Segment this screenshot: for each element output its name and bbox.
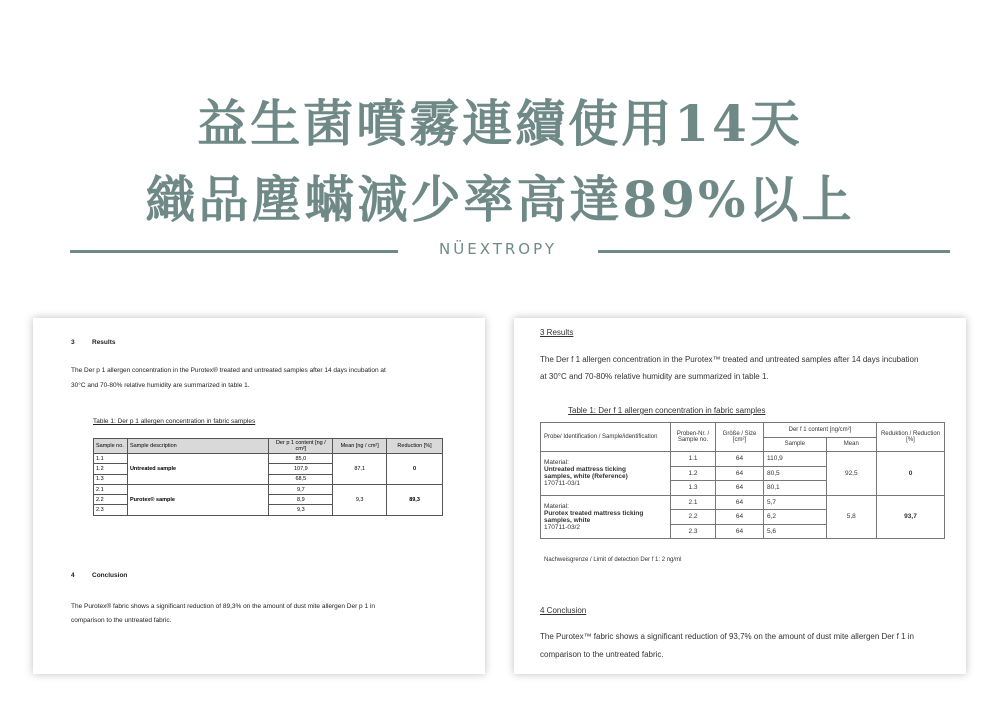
- cell-size: 64: [716, 452, 764, 467]
- table-caption: Table 1: Der f 1 allergen concentration in fabric samples: [568, 406, 766, 415]
- cell-reduction: 93,7: [877, 495, 945, 539]
- headline-line-1: 益生菌噴霧連續使用14天: [197, 94, 803, 153]
- cell-size: 64: [716, 466, 764, 481]
- cell-mean: 9,3: [333, 484, 387, 515]
- cell-sample-no: 1.2: [671, 466, 716, 481]
- cell-size: 64: [716, 510, 764, 525]
- subheader-sample: Sample: [764, 437, 827, 452]
- results-intro-line-1: The Der p 1 allergen concentration in the Purotex® treated and untreated samples after 14 days incubation at: [71, 367, 386, 374]
- results-number: 3: [71, 339, 75, 346]
- results-heading: 3 Results: [540, 328, 574, 337]
- cell-reduction: 89,3: [387, 484, 443, 515]
- desc-line: 170711-03/2: [544, 523, 581, 531]
- cell-content: 80,5: [764, 466, 827, 481]
- cell-size: 64: [716, 524, 764, 539]
- conclusion-line-2: comparison to the untreated fabric.: [540, 650, 664, 659]
- results-intro-line-1: The Der f 1 allergen concentration in the Purotex™ treated and untreated samples after 14 days incubation: [540, 355, 919, 364]
- desc-line: Material:: [544, 459, 569, 467]
- cell-sample-no: 2.2: [671, 510, 716, 525]
- cell-mean: 92,5: [826, 452, 876, 496]
- allergen-table: [540, 422, 945, 539]
- cell-identification: [541, 452, 671, 496]
- cell-sample-no: 1.1: [94, 454, 128, 464]
- test-report-page-right: [514, 318, 966, 674]
- cell-content: 68,5: [269, 474, 333, 484]
- header-content: Der f 1 content [ng/cm²]: [764, 423, 877, 438]
- headline-line-2: 織品塵蟎減少率高達89%以上: [145, 170, 855, 229]
- results-intro-line-2: 30°C and 70-80% relative humidity are summarized in table 1.: [71, 382, 250, 389]
- cell-sample-no: 1.2: [94, 464, 128, 474]
- header-mean: Mean [ng / cm²]: [333, 439, 387, 454]
- conclusion-line-1: The Purotex™ fabric shows a significant reduction of 93,7% on the amount of dust mite allergen Der f 1 in: [540, 632, 914, 641]
- cell-content: 8,9: [269, 495, 333, 505]
- conclusion-number: 4: [71, 572, 75, 579]
- desc-line: 170711-03/1: [544, 480, 581, 488]
- subheader-mean: Mean: [826, 437, 876, 452]
- cell-content: 85,0: [269, 454, 333, 464]
- table-row: [94, 454, 443, 464]
- header-reduction: Reduktion / Reduction [%]: [877, 423, 945, 452]
- cell-identification: [541, 495, 671, 539]
- detection-limit-footnote: Nachweisgrenze / Limit of detection Der f 1: 2 ng/ml: [544, 557, 682, 563]
- cell-sample-no: 2.1: [94, 484, 128, 494]
- cell-sample-no: 2.3: [671, 524, 716, 539]
- table-row: [94, 484, 443, 494]
- conclusion-heading: 4 Conclusion: [540, 606, 587, 615]
- header-identification: Probe/ Identification / Sample/identification: [541, 423, 671, 452]
- cell-sample-no: 1.3: [671, 481, 716, 496]
- desc-line: Untreated mattress ticking: [544, 466, 626, 474]
- cell-content: 5,7: [764, 495, 827, 510]
- conclusion-line-1: The Purotex® fabric shows a significant reduction of 89,3% on the amount of dust mite allergen Der p 1 in: [71, 603, 375, 610]
- table-caption: Table 1: Der p 1 allergen concentration in fabric samples: [93, 418, 256, 425]
- cell-content: 6,2: [764, 510, 827, 525]
- header-size: Größe / Size [cm²]: [716, 423, 764, 452]
- cell-size: 64: [716, 495, 764, 510]
- results-heading: Results: [92, 339, 116, 346]
- cell-sample-no: 2.3: [94, 505, 128, 515]
- brand-logo-text: NÜEXTROPY: [439, 240, 557, 258]
- table-header-row: [94, 439, 443, 454]
- table-row: [541, 452, 945, 467]
- header-reduction: Reduction [%]: [387, 439, 443, 454]
- cell-sample-no: 2.2: [94, 495, 128, 505]
- header-sample-no: Proben-Nr. / Sample no.: [671, 423, 716, 452]
- cell-mean: 87,1: [333, 454, 387, 485]
- desc-line: Material:: [544, 502, 569, 510]
- cell-content: 9,3: [269, 505, 333, 515]
- cell-mean: 5,8: [826, 495, 876, 539]
- allergen-table: [93, 438, 443, 516]
- cell-reduction: 0: [877, 452, 945, 496]
- divider-right: [598, 250, 950, 253]
- divider-left: [70, 250, 398, 253]
- header-content: Der p 1 content [ng / cm²]: [269, 439, 333, 454]
- cell-sample-no: 2.1: [671, 495, 716, 510]
- cell-content: 110,9: [764, 452, 827, 467]
- header-sample-description: Sample description: [127, 439, 269, 454]
- cell-content: 5,6: [764, 524, 827, 539]
- cell-size: 64: [716, 481, 764, 496]
- cell-content: 9,7: [269, 484, 333, 494]
- conclusion-heading: Conclusion: [92, 572, 128, 579]
- cell-reduction: 0: [387, 454, 443, 485]
- header-sample-no: Sample no.: [94, 439, 128, 454]
- desc-line: samples, white (Reference): [544, 473, 628, 481]
- cell-sample-description: Untreated sample: [127, 454, 269, 485]
- table-header-row: [541, 423, 945, 438]
- results-intro-line-2: at 30°C and 70-80% relative humidity are summarized in table 1.: [540, 372, 769, 381]
- desc-line: Purotex treated mattress ticking: [544, 509, 644, 517]
- conclusion-line-2: comparison to the untreated fabric.: [71, 617, 172, 624]
- table-row: [541, 495, 945, 510]
- cell-sample-no: 1.1: [671, 452, 716, 467]
- cell-sample-description: Purotex® sample: [127, 484, 269, 515]
- test-report-page-left: [33, 318, 485, 674]
- cell-content: 80,1: [764, 481, 827, 496]
- cell-sample-no: 1.3: [94, 474, 128, 484]
- desc-line: samples, white: [544, 516, 591, 524]
- cell-content: 107,9: [269, 464, 333, 474]
